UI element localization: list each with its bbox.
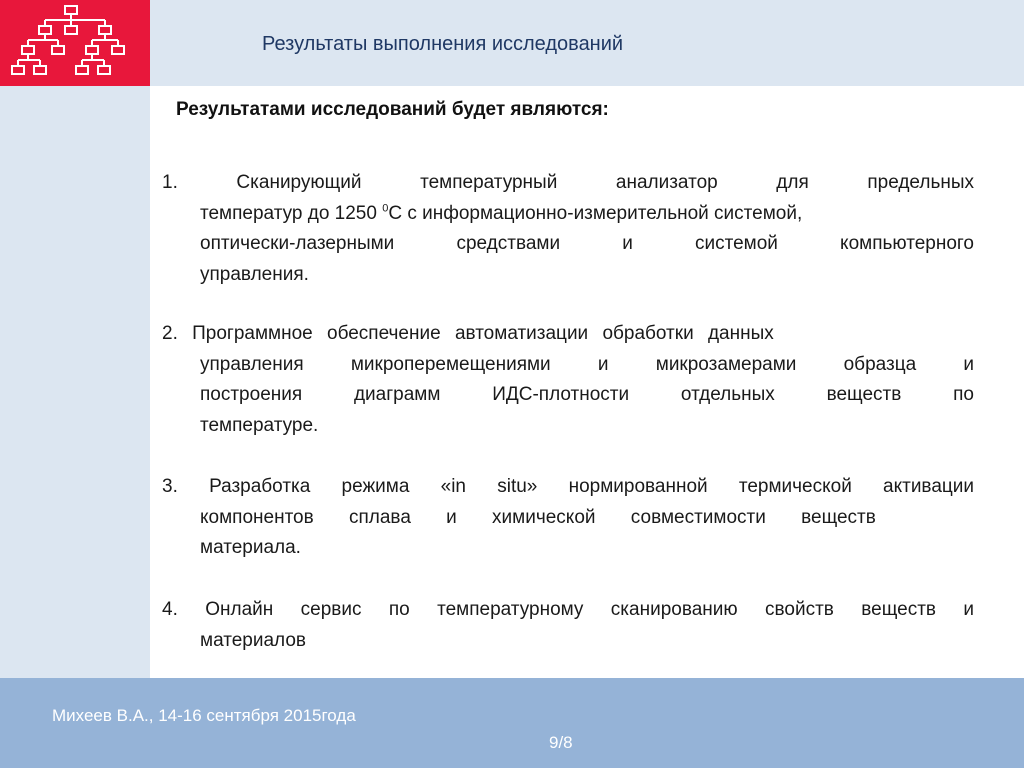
list-item-line: построения диаграмм ИДС-плотности отдельных веществ по: [200, 384, 974, 405]
list-item-line: 4. Онлайн сервис по температурному сканированию свойств веществ и: [162, 599, 974, 620]
footer-author: Михеев В.А., 14-16 сентября 2015года: [52, 706, 356, 725]
list-item-line: управления.: [200, 263, 309, 285]
superscript: 0: [382, 202, 389, 215]
list-item-line: температур до 1250 $^0$C с информационно-измерительной системой,: [200, 202, 803, 224]
list-item-3: [162, 472, 974, 564]
org-chart-icon: [0, 0, 150, 86]
page-number: 9/8: [549, 733, 573, 752]
page-title: Результаты выполнения исследований: [262, 33, 624, 55]
list-item-line: 2. Программное обеспечение автоматизации обработки данных: [162, 323, 774, 344]
list-item-line: материала.: [200, 537, 301, 558]
list-item-line: компонентов сплава и химической совместимости веществ: [200, 506, 876, 528]
list-item-line: оптически-лазерными средствами и системой компьютерного: [200, 233, 974, 254]
list-item-line: 1. Сканирующий температурный анализатор для предельных: [162, 172, 974, 193]
logo: [0, 0, 150, 86]
list-item-2: [162, 319, 974, 441]
list-item-4: [162, 595, 974, 656]
list-item-line: температуре.: [200, 414, 319, 436]
list-item-1: [162, 168, 974, 290]
list-item-line: материалов: [200, 629, 306, 651]
section-subtitle: Результатами исследований будет являются:: [176, 99, 609, 120]
list-item-line: 3. Разработка режима «in situ» нормированной термической активации: [162, 476, 974, 497]
left-side-band: [0, 86, 150, 678]
list-item-line: управления микроперемещениями и микрозамерами образца и: [200, 353, 974, 375]
